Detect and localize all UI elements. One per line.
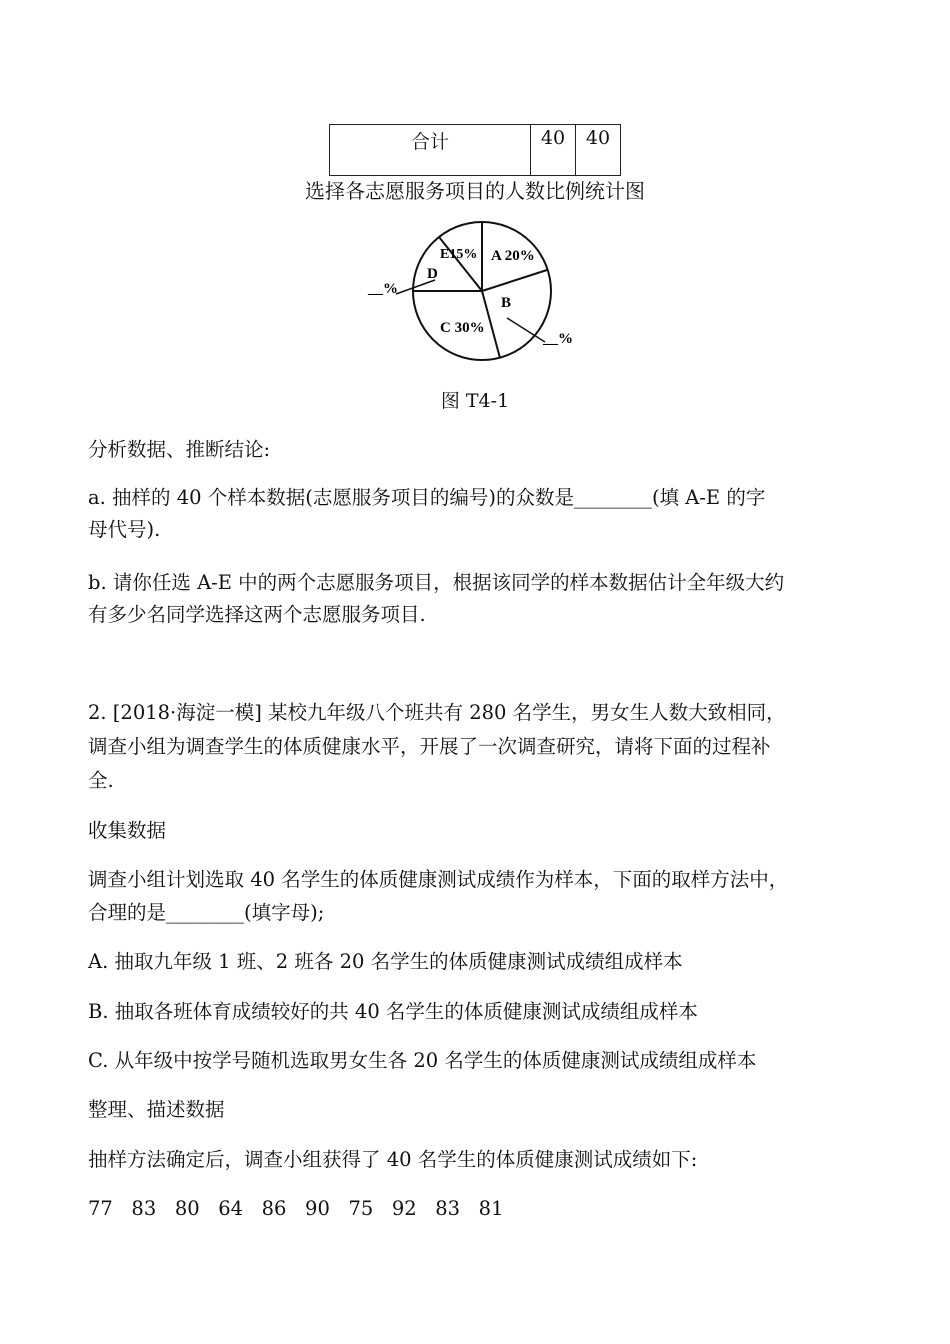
total-table <box>329 124 621 176</box>
option-b: B. 抽取各班体育成绩较好的共 40 名学生的体质健康测试成绩组成样本 <box>88 1000 698 1023</box>
question-a-line1: a. 抽样的 40 个样本数据(志愿服务项目的编号)的众数是________(填 A-E 的字 <box>88 486 766 509</box>
slice-divider-ab <box>482 270 547 291</box>
collect-heading: 收集数据 <box>88 819 167 842</box>
question-b-line2: 有多少名同学选择这两个志愿服务项目. <box>88 603 426 626</box>
blank-percent-b: __% <box>543 331 573 347</box>
option-c: C. 从年级中按学号随机选取男女生各 20 名学生的体质健康测试成绩组成样本 <box>88 1049 757 1072</box>
slice-label-c: C 30% <box>440 320 485 336</box>
slice-label-e: E15% <box>440 247 478 262</box>
question2-line2: 调查小组为调查学生的体质健康水平，开展了一次调查研究，请将下面的过程补 <box>88 735 771 758</box>
slice-label-a: A 20% <box>491 248 535 264</box>
question2-line1: 2. [2018·海淀一模] 某校九年级八个班共有 280 名学生，男女生人数大致相同， <box>88 701 786 724</box>
plan-line1: 调查小组计划选取 40 名学生的体质健康测试成绩作为样本，下面的取样方法中， <box>88 868 789 891</box>
blank-percent-d: __% <box>368 281 398 297</box>
question-a-line2: 母代号). <box>88 518 161 541</box>
plan-line2: 合理的是________(填字母); <box>88 901 325 924</box>
slice-label-b: B <box>501 295 512 311</box>
organize-heading: 整理、描述数据 <box>88 1098 225 1121</box>
total-col2-cell: 40 <box>576 125 621 176</box>
pie-title: 选择各志愿服务项目的人数比例统计图 <box>305 179 645 203</box>
question2-line3: 全. <box>88 769 114 792</box>
slice-divider-de <box>439 237 482 291</box>
total-label-cell: 合计 <box>330 125 531 176</box>
total-col1-cell: 40 <box>531 125 576 176</box>
table-row <box>330 125 621 176</box>
pie-chart <box>360 218 590 368</box>
option-a: A. 抽取九年级 1 班、2 班各 20 名学生的体质健康测试成绩组成样本 <box>88 950 683 973</box>
analysis-heading: 分析数据、推断结论: <box>88 438 271 461</box>
slice-divider-bc <box>482 291 500 358</box>
slice-label-d: D <box>427 266 438 282</box>
result-text: 抽样方法确定后，调查小组获得了 40 名学生的体质健康测试成绩如下: <box>88 1148 698 1171</box>
question-b-line1: b. 请你任选 A-E 中的两个志愿服务项目，根据该同学的样本数据估计全年级大约 <box>88 571 785 594</box>
score-list: 77 83 80 64 86 90 75 92 83 81 <box>88 1197 504 1220</box>
figure-label: 图 T4-1 <box>440 390 510 412</box>
